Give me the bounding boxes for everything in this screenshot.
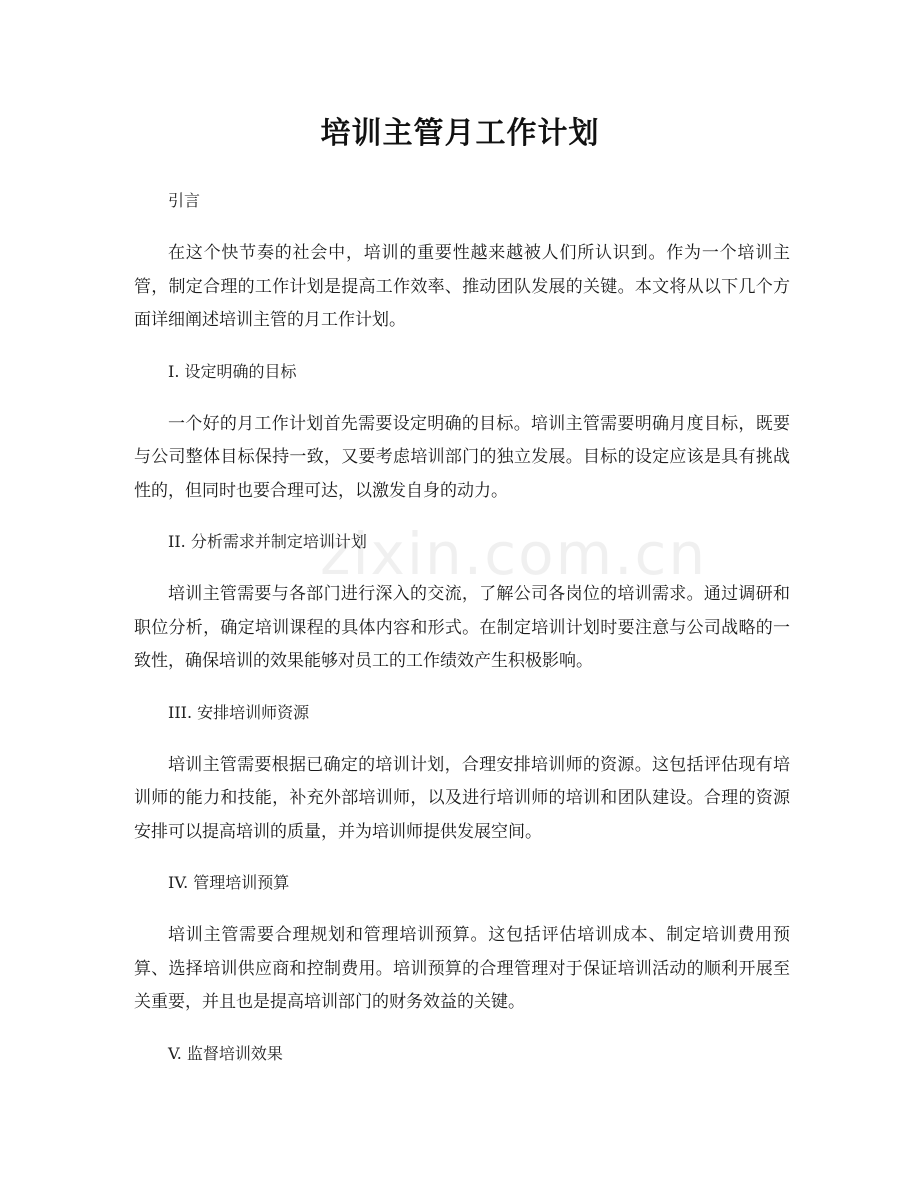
- section-heading: I. 设定明确的目标: [168, 361, 297, 381]
- section-heading: IV. 管理培训预算: [168, 873, 290, 892]
- section-intro: [134, 185, 790, 338]
- section-heading: 引言: [168, 191, 201, 210]
- section-heading: V. 监督培训效果: [168, 1043, 283, 1063]
- section-paragraph: 在这个快节奏的社会中，培训的重要性越来越被人们所认识到。作为一个培训主管，制定合理的工作计划是提高工作效率、推动团队发展的关键。本文将从以下几个方面详细阐述培训主管的月工作计划。: [134, 243, 790, 330]
- section-heading: II. 分析需求并制定培训计划: [168, 532, 367, 551]
- section-1: [134, 356, 790, 509]
- section-paragraph: 培训主管需要合理规划和管理培训预算。这包括评估培训成本、制定培训费用预算、选择培训供应商和控制费用。培训预算的合理管理对于保证培训活动的顺利开展至关重要，并且也是提高培训部门的财务效益的关键。: [134, 925, 790, 1012]
- section-2: [134, 526, 790, 679]
- section-3: [134, 697, 790, 850]
- section-heading: III. 安排培训师资源: [168, 702, 310, 722]
- document-title: 培训主管月工作计划: [320, 116, 600, 151]
- section-4: [134, 867, 790, 1020]
- section-5: [134, 1038, 790, 1070]
- section-paragraph: 一个好的月工作计划首先需要设定明确的目标。培训主管需要明确月度目标，既要与公司整体目标保持一致，又要考虑培训部门的独立发展。目标的设定应该是具有挑战性的，但同时也要合理可达，以激发自身的动力。: [134, 413, 790, 501]
- document-body: [134, 185, 790, 1090]
- section-paragraph: 培训主管需要根据已确定的培训计划，合理安排培训师的资源。这包括评估现有培训师的能力和技能，补充外部培训师，以及进行培训师的培训和团队建设。合理的资源安排可以提高培训的质量，并为培训师提供发展空间。: [134, 754, 790, 842]
- section-paragraph: 培训主管需要与各部门进行深入的交流，了解公司各岗位的培训需求。通过调研和职位分析，确定培训课程的具体内容和形式。在制定培训计划时要注意与公司战略的一致性，确保培训的效果能够对员工的工作绩效产生积极影响。: [134, 584, 790, 671]
- watermark: zixin.com.cn: [320, 520, 708, 588]
